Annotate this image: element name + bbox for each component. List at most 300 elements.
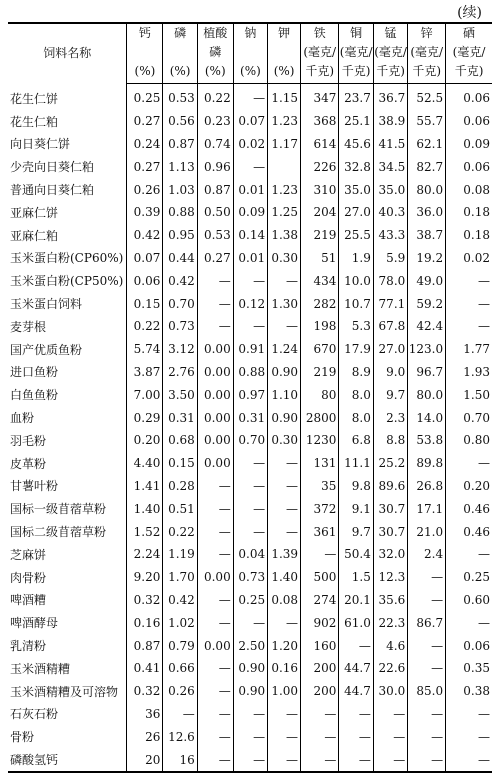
cell-selenium: — bbox=[446, 611, 492, 634]
cell-phytate-p: — bbox=[197, 497, 233, 520]
cell-potassium bbox=[268, 155, 301, 178]
cell-potassium: 0.30 bbox=[268, 247, 301, 270]
cell-feed-name: 羽毛粉 bbox=[10, 433, 47, 448]
cell-phosphorus: 0.66 bbox=[163, 657, 197, 680]
table-row bbox=[8, 155, 492, 178]
cell-manganese: 35.0 bbox=[373, 178, 407, 201]
cell-zinc: 2.4 bbox=[408, 543, 446, 566]
cell-iron: — bbox=[301, 748, 339, 772]
cell-iron: 372 bbox=[301, 497, 339, 520]
cell-selenium: 0.08 bbox=[446, 178, 492, 201]
cell-calcium: 20 bbox=[127, 748, 163, 772]
table-row bbox=[8, 406, 492, 429]
cell-phytate-p: — bbox=[197, 315, 233, 338]
cell-potassium: 1.24 bbox=[268, 338, 301, 361]
table-row bbox=[8, 201, 492, 224]
cell-phytate-p: 0.23 bbox=[197, 110, 233, 133]
unit-mg-open: (毫克/ bbox=[408, 43, 446, 62]
table-row bbox=[8, 543, 492, 566]
cell-manganese: 67.8 bbox=[373, 315, 407, 338]
cell-selenium: 0.38 bbox=[446, 680, 492, 703]
cell-phytate-p: — bbox=[197, 543, 233, 566]
cell-copper: 23.7 bbox=[339, 84, 373, 110]
cell-potassium: 1.25 bbox=[268, 201, 301, 224]
cell-feed-name: 国标二级苜蓿草粉 bbox=[10, 525, 107, 540]
cell-zinc: 96.7 bbox=[408, 361, 446, 384]
cell-calcium: 1.41 bbox=[127, 475, 163, 498]
cell-sodium: 0.31 bbox=[233, 406, 267, 429]
cell-iron: 347 bbox=[301, 84, 339, 110]
cell-copper: 35.0 bbox=[339, 178, 373, 201]
table-row bbox=[8, 361, 492, 384]
cell-selenium: 0.06 bbox=[446, 84, 492, 110]
cell-copper: 11.1 bbox=[339, 452, 373, 475]
cell-iron: — bbox=[301, 543, 339, 566]
cell-calcium: 2.24 bbox=[127, 543, 163, 566]
cell-sodium: 0.90 bbox=[233, 657, 267, 680]
table-row bbox=[8, 566, 492, 589]
cell-iron: 500 bbox=[301, 566, 339, 589]
cell-selenium: — bbox=[446, 315, 492, 338]
cell-zinc: — bbox=[408, 725, 446, 748]
cell-selenium: 1.93 bbox=[446, 361, 492, 384]
cell-sodium: 0.01 bbox=[233, 178, 267, 201]
cell-zinc: 49.0 bbox=[408, 269, 446, 292]
header-selenium: 硒 bbox=[446, 23, 492, 43]
unit-mg-close: 千克) bbox=[339, 62, 373, 84]
cell-feed-name: 玉米酒精糟 bbox=[10, 661, 71, 676]
cell-calcium: 0.27 bbox=[127, 155, 163, 178]
cell-feed-name: 啤酒糟 bbox=[10, 593, 47, 608]
table-row bbox=[8, 703, 492, 726]
cell-feed-name: 血粉 bbox=[10, 411, 35, 426]
cell-zinc: 19.2 bbox=[408, 247, 446, 270]
table-row bbox=[8, 725, 492, 748]
cell-iron: 614 bbox=[301, 133, 339, 156]
cell-copper: — bbox=[339, 703, 373, 726]
cell-calcium: 36 bbox=[127, 703, 163, 726]
cell-feed-name: 玉米蛋白饲料 bbox=[10, 297, 83, 312]
cell-phosphorus: 2.76 bbox=[163, 361, 197, 384]
cell-calcium: 5.74 bbox=[127, 338, 163, 361]
cell-potassium: 0.08 bbox=[268, 589, 301, 612]
cell-calcium: 0.41 bbox=[127, 657, 163, 680]
cell-feed-name: 亚麻仁饼 bbox=[10, 205, 59, 220]
cell-zinc: 85.0 bbox=[408, 680, 446, 703]
cell-zinc: 123.0 bbox=[408, 338, 446, 361]
cell-feed-name: 少壳向日葵仁粕 bbox=[10, 160, 95, 175]
cell-selenium: 0.09 bbox=[446, 133, 492, 156]
cell-copper: 1.5 bbox=[339, 566, 373, 589]
cell-potassium: — bbox=[268, 703, 301, 726]
cell-selenium: 0.06 bbox=[446, 634, 492, 657]
cell-phosphorus: 1.13 bbox=[163, 155, 197, 178]
table-row bbox=[8, 748, 492, 772]
cell-potassium: 0.90 bbox=[268, 406, 301, 429]
cell-selenium: 0.46 bbox=[446, 520, 492, 543]
cell-sodium: — bbox=[233, 611, 267, 634]
cell-copper: 9.1 bbox=[339, 497, 373, 520]
cell-iron: 368 bbox=[301, 110, 339, 133]
cell-feed-name: 进口鱼粉 bbox=[10, 365, 59, 380]
cell-copper: — bbox=[339, 634, 373, 657]
cell-phosphorus: 0.79 bbox=[163, 634, 197, 657]
cell-phytate-p: 0.22 bbox=[197, 84, 233, 110]
cell-feed-name: 花生仁饼 bbox=[10, 91, 59, 106]
cell-manganese: 36.7 bbox=[373, 84, 407, 110]
cell-phytate-p: — bbox=[197, 703, 233, 726]
cell-potassium: 0.16 bbox=[268, 657, 301, 680]
cell-feed-name: 肉骨粉 bbox=[10, 570, 47, 585]
cell-copper: 10.0 bbox=[339, 269, 373, 292]
cell-phosphorus: 12.6 bbox=[163, 725, 197, 748]
cell-phosphorus: 1.03 bbox=[163, 178, 197, 201]
header-sodium: 钠 bbox=[233, 23, 267, 43]
cell-sodium: 0.73 bbox=[233, 566, 267, 589]
continued-label: (续) bbox=[457, 5, 482, 21]
cell-manganese: 9.7 bbox=[373, 383, 407, 406]
cell-sodium: — bbox=[233, 497, 267, 520]
cell-phytate-p: 0.27 bbox=[197, 247, 233, 270]
table-row bbox=[8, 178, 492, 201]
cell-calcium: 0.87 bbox=[127, 634, 163, 657]
cell-phytate-p: 0.00 bbox=[197, 452, 233, 475]
cell-iron: 51 bbox=[301, 247, 339, 270]
cell-feed-name: 国标一级苜蓿草粉 bbox=[10, 502, 107, 517]
cell-potassium: 1.17 bbox=[268, 133, 301, 156]
cell-zinc: — bbox=[408, 657, 446, 680]
table-row bbox=[8, 657, 492, 680]
cell-potassium: 1.10 bbox=[268, 383, 301, 406]
cell-potassium: — bbox=[268, 725, 301, 748]
cell-phytate-p: 0.96 bbox=[197, 155, 233, 178]
cell-copper: 27.0 bbox=[339, 201, 373, 224]
cell-phytate-p: 0.00 bbox=[197, 406, 233, 429]
cell-feed-name: 甘薯叶粉 bbox=[10, 479, 59, 494]
table-row bbox=[8, 634, 492, 657]
unit-mg-close: 千克) bbox=[446, 62, 492, 84]
cell-iron: 274 bbox=[301, 589, 339, 612]
cell-iron: — bbox=[301, 703, 339, 726]
cell-iron: 282 bbox=[301, 292, 339, 315]
cell-feed-name: 国产优质鱼粉 bbox=[10, 342, 83, 357]
cell-selenium: 0.06 bbox=[446, 155, 492, 178]
cell-selenium: — bbox=[446, 725, 492, 748]
cell-manganese: 22.3 bbox=[373, 611, 407, 634]
cell-zinc: 14.0 bbox=[408, 406, 446, 429]
cell-copper: 8.0 bbox=[339, 406, 373, 429]
unit-percent: (%) bbox=[127, 62, 163, 84]
cell-phosphorus: 0.70 bbox=[163, 292, 197, 315]
table-row bbox=[8, 338, 492, 361]
unit-percent: (%) bbox=[163, 62, 197, 84]
cell-sodium: — bbox=[233, 452, 267, 475]
unit-mg-close: 千克) bbox=[301, 62, 339, 84]
cell-sodium: — bbox=[233, 725, 267, 748]
table-row bbox=[8, 292, 492, 315]
cell-feed-name: 乳清粉 bbox=[10, 639, 47, 654]
cell-phytate-p: — bbox=[197, 292, 233, 315]
cell-feed-name: 芝麻饼 bbox=[10, 547, 47, 562]
cell-feed-name: 磷酸氢钙 bbox=[8, 748, 127, 772]
unit-percent: (%) bbox=[268, 62, 301, 84]
cell-manganese: 43.3 bbox=[373, 224, 407, 247]
cell-feed-name: 石灰石粉 bbox=[10, 707, 59, 722]
cell-phytate-p: — bbox=[197, 475, 233, 498]
cell-manganese: — bbox=[373, 748, 407, 772]
cell-phosphorus: 0.42 bbox=[163, 269, 197, 292]
cell-feed-name: 普通向日葵仁粕 bbox=[10, 183, 95, 198]
cell-phosphorus: 0.15 bbox=[163, 452, 197, 475]
cell-manganese: 89.6 bbox=[373, 475, 407, 498]
cell-phytate-p: — bbox=[197, 725, 233, 748]
cell-zinc: — bbox=[408, 703, 446, 726]
cell-potassium: 1.00 bbox=[268, 680, 301, 703]
cell-iron: 670 bbox=[301, 338, 339, 361]
cell-zinc: 17.1 bbox=[408, 497, 446, 520]
cell-zinc: 62.1 bbox=[408, 133, 446, 156]
cell-phytate-p: 0.00 bbox=[197, 429, 233, 452]
cell-phosphorus: 0.42 bbox=[163, 589, 197, 612]
cell-iron: 35 bbox=[301, 475, 339, 498]
cell-iron: 2800 bbox=[301, 406, 339, 429]
cell-sodium: — bbox=[233, 520, 267, 543]
cell-sodium: — bbox=[233, 703, 267, 726]
cell-zinc: 52.5 bbox=[408, 84, 446, 110]
cell-sodium: — bbox=[233, 475, 267, 498]
table-row bbox=[8, 247, 492, 270]
cell-sodium: 0.12 bbox=[233, 292, 267, 315]
cell-copper: — bbox=[339, 725, 373, 748]
cell-selenium: 0.46 bbox=[446, 497, 492, 520]
cell-phosphorus: 0.73 bbox=[163, 315, 197, 338]
table-row bbox=[8, 383, 492, 406]
cell-copper: 44.7 bbox=[339, 680, 373, 703]
cell-phosphorus: 0.44 bbox=[163, 247, 197, 270]
cell-iron: 200 bbox=[301, 657, 339, 680]
header-iron: 铁 bbox=[301, 23, 339, 43]
table-row bbox=[8, 520, 492, 543]
cell-zinc: 38.7 bbox=[408, 224, 446, 247]
cell-zinc: 21.0 bbox=[408, 520, 446, 543]
header-phosphorus: 磷 bbox=[163, 23, 197, 43]
cell-copper: 9.8 bbox=[339, 475, 373, 498]
cell-iron: 160 bbox=[301, 634, 339, 657]
cell-iron: 226 bbox=[301, 155, 339, 178]
header-copper: 铜 bbox=[339, 23, 373, 43]
cell-phosphorus: — bbox=[163, 703, 197, 726]
header-zinc: 锌 bbox=[408, 23, 446, 43]
header-calcium: 钙 bbox=[127, 23, 163, 43]
cell-feed-name: 白鱼鱼粉 bbox=[10, 388, 59, 403]
cell-manganese: 9.0 bbox=[373, 361, 407, 384]
cell-calcium: 0.27 bbox=[127, 110, 163, 133]
cell-selenium: 0.06 bbox=[446, 110, 492, 133]
cell-selenium: 1.50 bbox=[446, 383, 492, 406]
cell-zinc: 26.8 bbox=[408, 475, 446, 498]
cell-zinc: — bbox=[408, 566, 446, 589]
cell-selenium: — bbox=[446, 452, 492, 475]
table-row bbox=[8, 611, 492, 634]
cell-iron: 131 bbox=[301, 452, 339, 475]
header-phytate-1: 植酸 bbox=[197, 23, 233, 43]
cell-manganese: 12.3 bbox=[373, 566, 407, 589]
cell-iron: 361 bbox=[301, 520, 339, 543]
cell-phytate-p: 0.53 bbox=[197, 224, 233, 247]
cell-phytate-p: — bbox=[197, 269, 233, 292]
cell-phosphorus: 3.50 bbox=[163, 383, 197, 406]
cell-phytate-p: 0.00 bbox=[197, 634, 233, 657]
cell-selenium: — bbox=[446, 748, 492, 772]
cell-phytate-p: 0.50 bbox=[197, 201, 233, 224]
cell-phosphorus: 0.53 bbox=[163, 84, 197, 110]
table-row bbox=[8, 589, 492, 612]
cell-copper: 44.7 bbox=[339, 657, 373, 680]
cell-manganese: 27.0 bbox=[373, 338, 407, 361]
table-row bbox=[8, 475, 492, 498]
cell-phosphorus: 0.31 bbox=[163, 406, 197, 429]
cell-phytate-p: — bbox=[197, 589, 233, 612]
cell-copper: 6.8 bbox=[339, 429, 373, 452]
cell-potassium: — bbox=[268, 520, 301, 543]
table-row bbox=[8, 680, 492, 703]
cell-potassium: — bbox=[268, 611, 301, 634]
cell-calcium: 0.29 bbox=[127, 406, 163, 429]
cell-potassium: 1.40 bbox=[268, 566, 301, 589]
cell-copper: 45.6 bbox=[339, 133, 373, 156]
cell-iron: 80 bbox=[301, 383, 339, 406]
cell-zinc: 86.7 bbox=[408, 611, 446, 634]
cell-potassium: — bbox=[268, 452, 301, 475]
cell-calcium: 0.15 bbox=[127, 292, 163, 315]
cell-manganese: 34.5 bbox=[373, 155, 407, 178]
cell-calcium: 26 bbox=[127, 725, 163, 748]
cell-copper: — bbox=[339, 748, 373, 772]
cell-copper: 5.3 bbox=[339, 315, 373, 338]
cell-potassium: 1.39 bbox=[268, 543, 301, 566]
header-manganese: 锰 bbox=[373, 23, 407, 43]
cell-selenium: — bbox=[446, 703, 492, 726]
cell-calcium: 0.22 bbox=[127, 315, 163, 338]
cell-selenium: 0.70 bbox=[446, 406, 492, 429]
header-potassium: 钾 bbox=[268, 23, 301, 43]
cell-phytate-p: — bbox=[197, 680, 233, 703]
cell-sodium: 0.09 bbox=[233, 201, 267, 224]
cell-copper: 8.0 bbox=[339, 383, 373, 406]
table-row bbox=[8, 110, 492, 133]
cell-feed-name: 啤酒酵母 bbox=[10, 616, 59, 631]
cell-manganese: 41.5 bbox=[373, 133, 407, 156]
cell-sodium: 0.91 bbox=[233, 338, 267, 361]
cell-zinc: 80.0 bbox=[408, 383, 446, 406]
cell-sodium: 0.70 bbox=[233, 429, 267, 452]
cell-phosphorus: 16 bbox=[163, 748, 197, 772]
cell-phosphorus: 1.02 bbox=[163, 611, 197, 634]
cell-selenium: 0.20 bbox=[446, 475, 492, 498]
cell-zinc: 36.0 bbox=[408, 201, 446, 224]
cell-phytate-p: 0.74 bbox=[197, 133, 233, 156]
cell-zinc: 82.7 bbox=[408, 155, 446, 178]
cell-phosphorus: 0.88 bbox=[163, 201, 197, 224]
cell-potassium: 1.20 bbox=[268, 634, 301, 657]
cell-phytate-p: 0.00 bbox=[197, 338, 233, 361]
cell-sodium: 0.02 bbox=[233, 133, 267, 156]
cell-manganese: 2.3 bbox=[373, 406, 407, 429]
cell-copper: 25.1 bbox=[339, 110, 373, 133]
cell-selenium: 0.18 bbox=[446, 201, 492, 224]
cell-sodium: 0.88 bbox=[233, 361, 267, 384]
cell-manganese: 8.8 bbox=[373, 429, 407, 452]
table-row bbox=[8, 429, 492, 452]
cell-potassium: 0.90 bbox=[268, 361, 301, 384]
cell-sodium: 0.07 bbox=[233, 110, 267, 133]
cell-sodium: — bbox=[233, 155, 267, 178]
cell-copper: 9.7 bbox=[339, 520, 373, 543]
cell-phosphorus: 0.68 bbox=[163, 429, 197, 452]
cell-calcium: 0.25 bbox=[127, 84, 163, 110]
cell-sodium: — bbox=[233, 748, 267, 772]
cell-calcium: 0.16 bbox=[127, 611, 163, 634]
cell-calcium: 0.06 bbox=[127, 269, 163, 292]
cell-calcium: 0.26 bbox=[127, 178, 163, 201]
cell-potassium: — bbox=[268, 497, 301, 520]
unit-mg-open: (毫克/ bbox=[301, 43, 339, 62]
cell-calcium: 9.20 bbox=[127, 566, 163, 589]
cell-selenium: 0.80 bbox=[446, 429, 492, 452]
cell-phosphorus: 3.12 bbox=[163, 338, 197, 361]
table-row bbox=[8, 452, 492, 475]
cell-phytate-p: 0.00 bbox=[197, 383, 233, 406]
cell-manganese: 25.2 bbox=[373, 452, 407, 475]
cell-zinc: 89.8 bbox=[408, 452, 446, 475]
cell-feed-name: 玉米酒精糟及可溶物 bbox=[10, 684, 119, 699]
cell-potassium: 1.15 bbox=[268, 84, 301, 110]
cell-calcium: 0.24 bbox=[127, 133, 163, 156]
table-row bbox=[8, 84, 492, 110]
cell-manganese: 77.1 bbox=[373, 292, 407, 315]
cell-selenium: 1.77 bbox=[446, 338, 492, 361]
unit-mg-open: (毫克/ bbox=[373, 43, 407, 62]
cell-feed-name: 麦芽根 bbox=[10, 319, 47, 334]
cell-phytate-p: — bbox=[197, 520, 233, 543]
cell-phytate-p: — bbox=[197, 748, 233, 772]
cell-copper: 20.1 bbox=[339, 589, 373, 612]
cell-potassium: — bbox=[268, 475, 301, 498]
unit-mg-open: (毫克/ bbox=[446, 43, 492, 62]
cell-zinc: 59.2 bbox=[408, 292, 446, 315]
cell-selenium: 0.02 bbox=[446, 247, 492, 270]
cell-calcium: 0.07 bbox=[127, 247, 163, 270]
cell-manganese: 4.6 bbox=[373, 634, 407, 657]
cell-manganese: 78.0 bbox=[373, 269, 407, 292]
cell-feed-name: 花生仁粕 bbox=[10, 114, 59, 129]
cell-potassium: 1.23 bbox=[268, 178, 301, 201]
cell-iron: 1230 bbox=[301, 429, 339, 452]
cell-sodium: — bbox=[233, 315, 267, 338]
cell-feed-name: 皮革粉 bbox=[10, 456, 47, 471]
cell-zinc: — bbox=[408, 748, 446, 772]
cell-manganese: 5.9 bbox=[373, 247, 407, 270]
cell-manganese: 30.7 bbox=[373, 497, 407, 520]
cell-calcium: 0.32 bbox=[127, 589, 163, 612]
unit-percent: (%) bbox=[197, 62, 233, 84]
cell-manganese: 40.3 bbox=[373, 201, 407, 224]
cell-sodium: 0.25 bbox=[233, 589, 267, 612]
cell-iron: 902 bbox=[301, 611, 339, 634]
cell-phytate-p: 0.00 bbox=[197, 566, 233, 589]
cell-feed-name: 骨粉 bbox=[10, 730, 35, 745]
cell-manganese: 38.9 bbox=[373, 110, 407, 133]
